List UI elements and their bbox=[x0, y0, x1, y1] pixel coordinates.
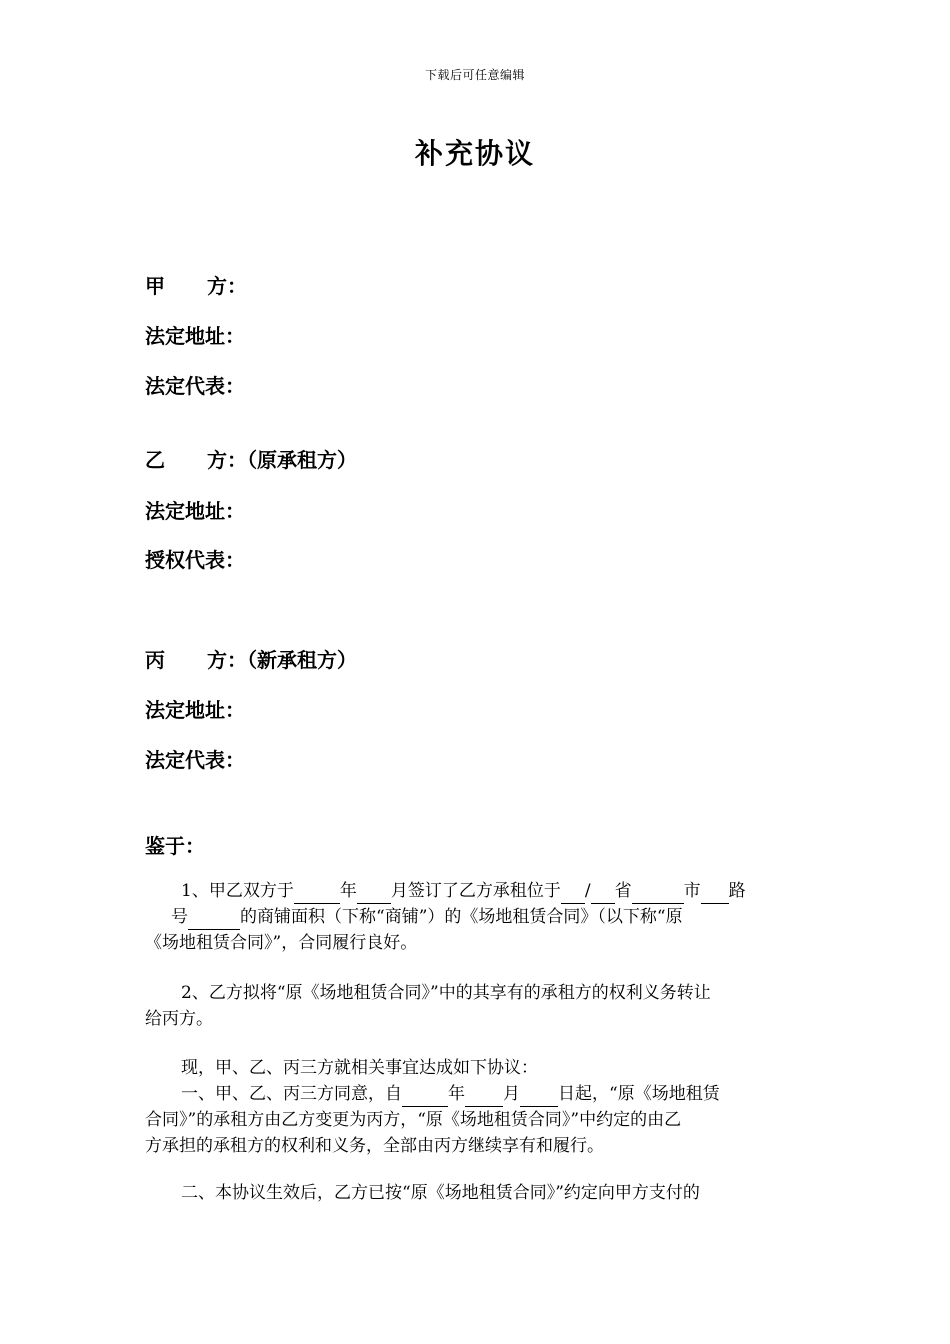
clause-2-line-2: 给丙方。 bbox=[145, 1009, 213, 1029]
article-1-line-3: 方承担的承租方的权利和义务，全部由丙方继续享有和履行。 bbox=[145, 1136, 604, 1156]
clause-1-text-g: 号 bbox=[171, 907, 188, 927]
blank-year[interactable] bbox=[294, 883, 340, 904]
article-1-line-2: 合同》”的承租方由乙方变更为丙方，“原《场地租赁合同》”中约定的由乙 bbox=[145, 1110, 682, 1130]
party-b-char: 乙 bbox=[145, 448, 165, 472]
clause-1-text-c: 月签订了乙方承租位于 bbox=[390, 881, 561, 901]
party-a-suffix: 方： bbox=[207, 274, 247, 298]
agreement-intro bbox=[145, 1055, 805, 1159]
party-a-rep-label: 法定代表： bbox=[145, 374, 245, 398]
clause-1-text-h: 的商铺面积（下称“商铺”）的《场地租赁合同》（以下称“原 bbox=[240, 907, 683, 927]
clause-1 bbox=[145, 878, 805, 956]
article-2 bbox=[145, 1180, 805, 1206]
clause-1-text-f: 路 bbox=[728, 881, 746, 901]
party-c-label bbox=[145, 644, 357, 673]
whereas-label: 鉴于： bbox=[145, 834, 205, 858]
blank-article-month[interactable] bbox=[465, 1086, 503, 1107]
header-note: 下载后可任意编辑 bbox=[424, 68, 525, 82]
article-2-line-1: 二、本协议生效后，乙方已按“原《场地租赁合同》”约定向甲方支付的 bbox=[181, 1183, 700, 1203]
blank-road[interactable] bbox=[701, 883, 729, 904]
clause-1-text-d: 省 bbox=[614, 881, 632, 901]
party-c-rep-label: 法定代表： bbox=[145, 748, 245, 772]
clause-2-line-1: 2、乙方拟将“原《场地租赁合同》”中的其享有的承租方的权利义务转让 bbox=[181, 983, 711, 1003]
blank-article-day[interactable] bbox=[520, 1086, 558, 1107]
document-title: 补充协议 bbox=[414, 137, 535, 170]
party-c-char: 丙 bbox=[145, 648, 165, 672]
party-c-suffix: 方：（新承租方） bbox=[207, 648, 357, 672]
party-b-address-label: 法定地址： bbox=[145, 499, 245, 523]
party-a-label bbox=[145, 270, 247, 299]
blank-city[interactable] bbox=[632, 883, 684, 904]
article-1-text-b: 年 bbox=[448, 1084, 465, 1104]
clause-1-line-1 bbox=[145, 878, 805, 904]
article-1-text-d: 日起，“原《场地租赁 bbox=[558, 1084, 720, 1104]
clause-1-text-b: 年 bbox=[339, 881, 357, 901]
party-c-address-label: 法定地址： bbox=[145, 698, 245, 722]
party-b-suffix: 方：（原承租方） bbox=[207, 448, 357, 472]
clause-1-text-a: 1、甲乙双方于 bbox=[181, 881, 294, 901]
party-a-address-label: 法定地址： bbox=[145, 324, 245, 348]
clause-1-line-3: 《场地租赁合同》”，合同履行良好。 bbox=[145, 933, 418, 953]
article-1-text-c: 月 bbox=[503, 1084, 520, 1104]
article-1-text-a: 一、甲、乙、丙三方同意，自 bbox=[181, 1084, 402, 1104]
blank-article-year[interactable] bbox=[402, 1086, 448, 1107]
blank-month[interactable] bbox=[357, 883, 391, 904]
article-1-line-1 bbox=[145, 1081, 805, 1107]
clause-1-text-e: 市 bbox=[683, 881, 701, 901]
clause-1-slash: / bbox=[584, 881, 591, 901]
party-a-char: 甲 bbox=[145, 274, 165, 298]
blank-number[interactable] bbox=[188, 909, 240, 930]
party-b-rep-label: 授权代表： bbox=[145, 548, 245, 572]
clause-1-line-2 bbox=[145, 904, 805, 930]
now-line: 现，甲、乙、丙三方就相关事宜达成如下协议： bbox=[181, 1058, 538, 1078]
blank-province-2[interactable] bbox=[591, 883, 615, 904]
clause-2 bbox=[145, 980, 805, 1032]
party-b-label bbox=[145, 444, 357, 473]
blank-province-1[interactable] bbox=[561, 883, 585, 904]
